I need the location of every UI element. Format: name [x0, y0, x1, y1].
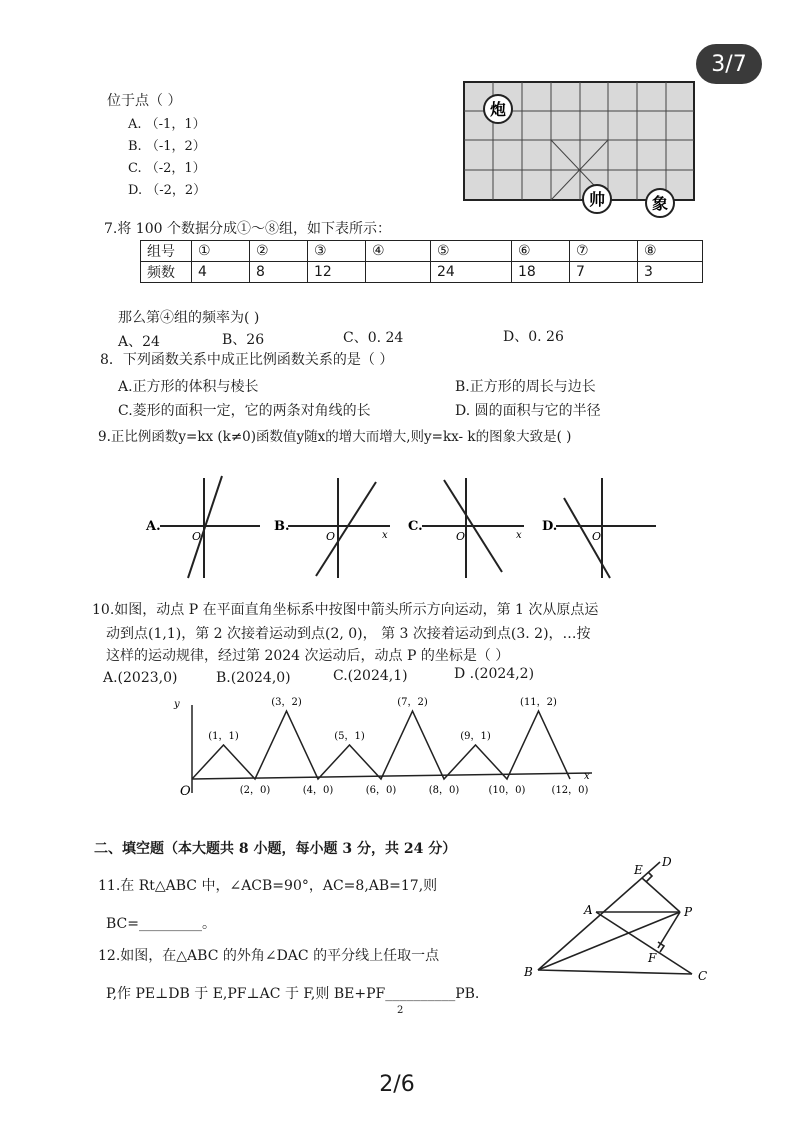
table-cell: 18	[512, 262, 570, 283]
line-bd	[538, 862, 660, 970]
origin-label: O	[592, 530, 602, 543]
table-cell: 4	[192, 262, 250, 283]
point-e: E	[634, 863, 643, 877]
q9-label-a: A.	[146, 519, 161, 534]
q9-graphs	[140, 468, 670, 583]
origin-label: O	[180, 784, 191, 799]
q12-triangle-figure	[518, 852, 718, 982]
line-pe	[642, 878, 680, 912]
peak-point-label: (1，1)	[208, 731, 239, 742]
origin-label: O	[456, 530, 466, 543]
q7-question: 那么第④组的频率为( )	[118, 310, 260, 326]
base-point-label: (12，0)	[551, 785, 589, 796]
table-cell: ②	[250, 241, 308, 262]
point-f: F	[648, 951, 657, 965]
origin-label: O	[192, 530, 202, 543]
line-ac	[596, 912, 692, 974]
y-axis-label: y	[174, 699, 180, 710]
q7-option-a: A、24	[118, 334, 160, 350]
q6-option-a: A. （-1，1）	[128, 117, 206, 132]
q12-line-1: 12.如图，在△ABC 的外角∠DAC 的平分线上任取一点	[98, 948, 440, 964]
x-axis-label: x	[516, 530, 522, 541]
q6-option-d: D. （-2，2）	[128, 183, 207, 198]
table-cell: ⑧	[638, 241, 703, 262]
point-b: B	[524, 965, 533, 979]
q7-option-d: D、0. 26	[503, 329, 564, 345]
q8-option-d: D. 圆的面积与它的半径	[455, 403, 601, 419]
base-point-label: (4，0)	[302, 785, 334, 796]
table-cell: 8	[250, 262, 308, 283]
table-row	[141, 262, 703, 283]
line-pf	[658, 912, 680, 948]
table-header-cell: 组号	[141, 241, 192, 262]
table-cell: ①	[192, 241, 250, 262]
page-badge: 3/7	[696, 44, 762, 84]
peak-point-label: (11，2)	[520, 697, 557, 708]
q9-graph-c	[408, 478, 524, 578]
base-point-label: (2，0)	[239, 785, 271, 796]
x-axis-label: x	[382, 530, 388, 541]
q9-graph-a	[145, 476, 260, 578]
q9-label-b: B.	[274, 519, 290, 534]
q8-stem: 8．下列函数关系中成正比例函数关系的是（ ）	[100, 352, 394, 368]
q10-line-2: 动到点(1,1)，第 2 次接着运动到点(2, 0)， 第 3 次接着运动到点(3. 2)，…按	[106, 626, 591, 642]
q11-line-2: BC=_________。	[106, 916, 216, 932]
table-header-cell: 频数	[141, 262, 192, 283]
table-cell: ⑤	[431, 241, 512, 262]
inner-page-number: 2	[397, 1005, 404, 1016]
q10-line-3: 这样的运动规律，经过第 2024 次运动后，动点 P 的坐标是（ ）	[106, 648, 510, 664]
table-cell: 12	[308, 262, 366, 283]
q6-option-b: B. （-1，2）	[128, 139, 206, 154]
x-axis-label: x	[584, 771, 590, 782]
q10-option-b: B.(2024,0)	[216, 670, 291, 686]
q11-line-1: 11.在 Rt△ABC 中，∠ACB=90°，AC=8,AB=17,则	[98, 878, 438, 894]
q9-graph-d	[542, 478, 656, 578]
point-p: P	[684, 905, 693, 919]
q6-option-c: C. （-2，1）	[128, 161, 206, 176]
origin-label: O	[326, 530, 336, 543]
table-cell: 24	[431, 262, 512, 283]
table-cell: 3	[638, 262, 703, 283]
piece-pao-label: 炮	[489, 100, 507, 119]
q7-stem: 7.将 100 个数据分成①～⑧组，如下表所示：	[104, 221, 391, 237]
peak-point-label: (9，1)	[460, 731, 491, 742]
q9-graph-b	[274, 478, 390, 578]
frequency-table	[140, 240, 703, 283]
q12-line-2: P,作 PE⊥DB 于 E,PF⊥AC 于 F,则 BE+PF__________PB.	[106, 986, 480, 1002]
section-2-title: 二、填空题（本大题共 8 小题，每小题 3 分，共 24 分）	[94, 841, 457, 857]
line-bc	[538, 970, 692, 974]
point-a: A	[584, 903, 593, 917]
table-cell: 7	[570, 262, 638, 283]
function-line	[316, 482, 376, 576]
table-cell: ⑦	[570, 241, 638, 262]
q10-option-a: A.(2023,0)	[103, 670, 178, 686]
q10-path-figure	[170, 697, 600, 807]
piece-xiang-label: 象	[651, 194, 669, 213]
table-cell: ④	[366, 241, 431, 262]
q7-option-c: C、0. 24	[343, 330, 404, 346]
base-point-label: (10，0)	[488, 785, 526, 796]
table-cell	[366, 262, 431, 283]
q10-option-c: C.(2024,1)	[333, 668, 408, 684]
motion-path	[192, 711, 570, 779]
peak-point-label: (5，1)	[334, 731, 365, 742]
q9-label-c: C.	[408, 519, 423, 534]
base-point-label: (6，0)	[365, 785, 397, 796]
q9-stem: 9.正比例函数y=kx (k≠0)函数值y随x的增大而增大,则y=kx- k的图象大致是( )	[98, 429, 572, 445]
base-point-label: (8，0)	[428, 785, 460, 796]
q8-option-a: A.正方形的体积与棱长	[118, 379, 259, 395]
table-cell: ⑥	[512, 241, 570, 262]
point-c: C	[698, 969, 708, 982]
q10-line-1: 10.如图，动点 P 在平面直角坐标系中按图中箭头所示方向运动，第 1 次从原点运	[92, 602, 599, 618]
q8-option-c: C.菱形的面积一定，它的两条对角线的长	[118, 403, 371, 419]
chess-board-figure	[460, 78, 700, 218]
q8-option-b: B.正方形的周长与边长	[455, 379, 596, 395]
table-row	[141, 241, 703, 262]
q9-label-d: D.	[542, 519, 558, 534]
function-line	[564, 498, 610, 578]
peak-point-label: (3，2)	[271, 697, 302, 708]
q10-option-d: D .(2024,2)	[454, 666, 535, 682]
point-d: D	[662, 855, 672, 869]
piece-shuai-label: 帅	[588, 190, 606, 209]
table-cell: ③	[308, 241, 366, 262]
footer-page-number: 2/6	[379, 1072, 415, 1097]
q7-option-b: B、26	[222, 332, 265, 348]
q6-stem: 位于点（ ）	[107, 93, 182, 109]
peak-point-label: (7，2)	[397, 697, 428, 708]
